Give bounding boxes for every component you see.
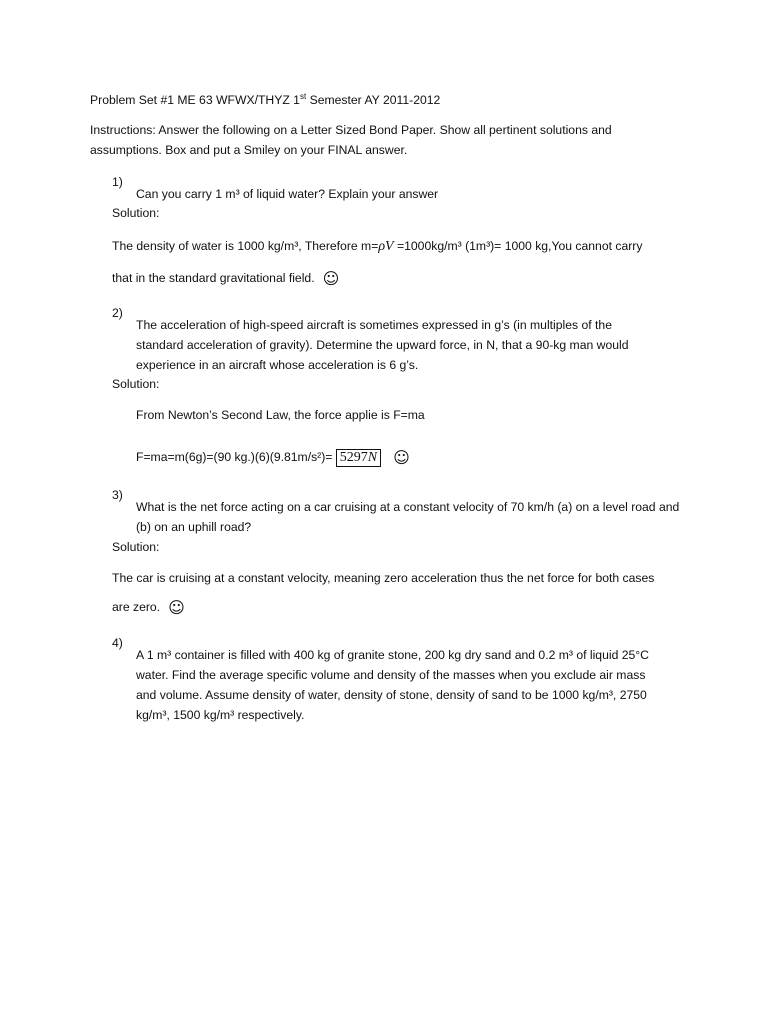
smiley-icon: ☺ [393, 447, 410, 467]
problem-1-solution-text-b: =1000kg/m³ (1m³)= 1000 kg,You cannot carry [393, 239, 643, 253]
smiley-icon: ☺ [168, 597, 185, 617]
problem-3-solution-line-1: The car is cruising at a constant velocity, meaning zero acceleration thus the net force for both cases [112, 571, 655, 585]
answer-unit: N [367, 449, 378, 465]
answer-value: 5297 [339, 449, 368, 465]
problem-2-question: The acceleration of high-speed aircraft is sometimes expressed in g’s (in multiples of the standard acceleration of gravity). Determine the upward force, in N, that a 90-kg man would experience in an aircraft whose acceleration is 6 g’s. [136, 318, 629, 373]
problem-1-solution-line-2 [112, 268, 339, 289]
instructions: Instructions: Answer the following on a Letter Sized Bond Paper. Show all pertinent solutions and assumptions. Box and put a Smiley on your FINAL answer. [90, 123, 612, 157]
problem-2-solution-line-2 [136, 447, 410, 468]
problem-2-number: 2) [112, 306, 123, 320]
title-suffix: Semester AY 2011-2012 [306, 93, 441, 107]
problem-2-solution-line-1: From Newton’s Second Law, the force applie is F=ma [136, 408, 425, 422]
problem-1-question: Can you carry 1 m³ of liquid water? Explain your answer [136, 187, 439, 202]
problem-4-number: 4) [112, 636, 123, 650]
final-answer-box [336, 449, 381, 467]
problem-1-solution-label: Solution: [112, 206, 160, 220]
problem-1-solution-line-1 [112, 236, 642, 257]
problem-3-number: 3) [112, 488, 123, 502]
problem-3-conclusion: are zero. [112, 600, 161, 614]
problem-1-conclusion: that in the standard gravitational field. [112, 271, 315, 285]
problem-2-solution-label: Solution: [112, 377, 160, 391]
smiley-icon: ☺ [322, 268, 340, 288]
problem-3-solution-label: Solution: [112, 540, 160, 554]
problem-3-solution-line-2 [112, 597, 185, 618]
density-volume-symbol: ρV [378, 239, 394, 254]
title-prefix: Problem Set #1 ME 63 WFWX/THYZ 1 [90, 93, 300, 107]
problem-1-number: 1) [112, 175, 123, 189]
problem-2-calculation: F=ma=m(6g)=(90 kg.)(6)(9.81m/s²)= [136, 450, 336, 464]
problem-3-question: What is the net force acting on a car cruising at a constant velocity of 70 km/h (a) on a level road and (b) on an uphill road? [136, 500, 680, 535]
title-superscript: st [299, 92, 307, 101]
problem-1-solution-text-a: The density of water is 1000 kg/m³, Therefore m= [112, 239, 379, 253]
problem-4-question: A 1 m³ container is filled with 400 kg of granite stone, 200 kg dry sand and 0.2 m³ of liquid 25°C water. Find the average specific volume and density of the masses when you exclude air mass and volume. Assume density of water, density of stone, density of sand to be 1000 kg/m³, 2750 kg/m³, 1500 kg/m³ respectively. [136, 648, 649, 723]
page-title [90, 90, 440, 110]
